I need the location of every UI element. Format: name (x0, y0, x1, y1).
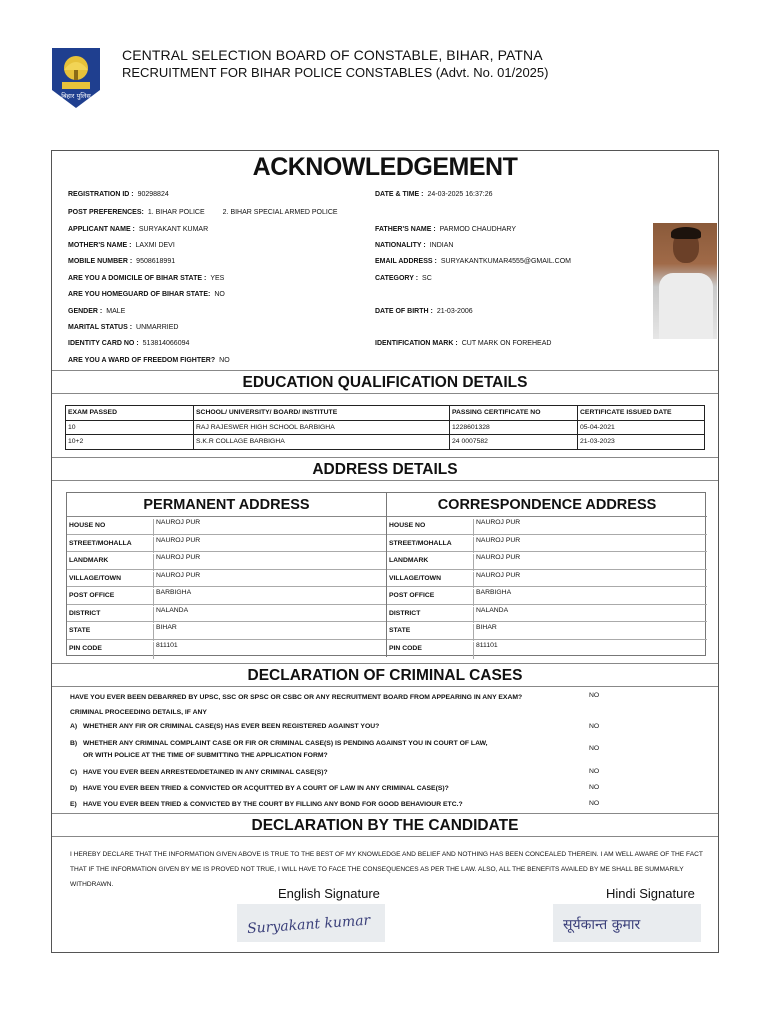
table-cell: 05-04-2021 (578, 420, 705, 435)
table-cell: 10+2 (66, 435, 194, 450)
question-c: C) HAVE YOU EVER BEEN ARRESTED/DETAINED IN ANY CRIMINAL CASE(S)? (70, 769, 328, 776)
hindi-signature-text: सूर्यकान्त कुमार (563, 917, 641, 933)
list-item: STATE BIHAR (67, 622, 386, 640)
question-d: D) HAVE YOU EVER BEEN TRIED & CONVICTED OR ACQUITTED BY A COURT OF LAW IN ANY CRIMINAL CASE(S)? (70, 785, 449, 792)
applicant-photo (653, 223, 717, 339)
permanent-address-title: PERMANENT ADDRESS (67, 493, 386, 517)
criminal-section-title: DECLARATION OF CRIMINAL CASES (52, 663, 718, 687)
list-item: STREET/MOHALLA NAUROJ PUR (67, 535, 386, 553)
list-item: LANDMARK NAUROJ PUR (387, 552, 707, 570)
recruitment-title: RECRUITMENT FOR BIHAR POLICE CONSTABLES (Advt. No. 01/2025) (122, 65, 549, 80)
table-cell: 1228601328 (450, 420, 578, 435)
english-signature-label: English Signature (278, 886, 380, 901)
question-a: A) WHETHER ANY FIR OR CRIMINAL CASE(S) HAS EVER BEEN REGISTERED AGAINST YOU? (70, 723, 380, 730)
education-section-title: EDUCATION QUALIFICATION DETAILS (52, 370, 718, 394)
address-section-title: ADDRESS DETAILS (52, 457, 718, 481)
answer-c: NO (589, 768, 600, 775)
acknowledgement-form (51, 150, 719, 953)
table-header: PASSING CERTIFICATE NO (450, 406, 578, 421)
identification-mark: IDENTIFICATION MARK : CUT MARK ON FOREHEAD (375, 340, 552, 347)
hindi-signature-label: Hindi Signature (606, 886, 695, 901)
address-table (66, 492, 706, 656)
table-cell: 24 0007582 (450, 435, 578, 450)
table-cell: 10 (66, 420, 194, 435)
list-item: HOUSE NO NAUROJ PUR (67, 517, 386, 535)
declaration-text: I HEREBY DECLARE THAT THE INFORMATION GIVEN ABOVE IS TRUE TO THE BEST OF MY KNOWLEDGE AND BELIEF AND NOTHING HAS BEEN CONCEALED THEREIN. I AM WELL AWARE OF THE FACT THAT IF THE INFORMATION GIVEN BY ME IS PROVED NOT TRUE, I WILL HAVE TO FACE THE CONSEQUENCES AS PER THE LAW. ALSO, ALL THE BENEFITS AVAILED BY ME SHALL BE SUMMARILY WITHDRAWN. (70, 851, 703, 888)
homeguard: ARE YOU HOMEGUARD OF BIHAR STATE: NO (68, 291, 225, 298)
date-of-birth: DATE OF BIRTH : 21-03-2006 (375, 308, 473, 315)
answer-a: NO (589, 723, 600, 730)
list-item: STREET/MOHALLA NAUROJ PUR (387, 535, 707, 553)
board-name: CENTRAL SELECTION BOARD OF CONSTABLE, BIHAR, PATNA (122, 47, 543, 63)
education-table (65, 405, 705, 450)
table-header-row (66, 406, 705, 421)
marital-status: MARITAL STATUS : UNMARRIED (68, 324, 179, 331)
date-time: DATE & TIME : 24-03-2025 16:37:26 (375, 191, 493, 198)
table-header: EXAM PASSED (66, 406, 194, 421)
table-cell: S.K.R COLLAGE BARBIGHA (194, 435, 450, 450)
question-e: E) HAVE YOU EVER BEEN TRIED & CONVICTED BY THE COURT BY FILLING ANY BOND FOR GOOD BEHAVIOUR ETC.? (70, 801, 463, 808)
debarred-question: HAVE YOU EVER BEEN DEBARRED BY UPSC, SSC OR SPSC OR CSBC OR ANY RECRUITMENT BOARD FROM APPEARING IN ANY EXAM? (70, 694, 523, 701)
answer-b: NO (589, 745, 600, 752)
list-item: STATE BIHAR (387, 622, 707, 640)
list-item: POST OFFICE BARBIGHA (387, 587, 707, 605)
list-item: DISTRICT NALANDA (67, 605, 386, 623)
list-item: DISTRICT NALANDA (387, 605, 707, 623)
identity-card: IDENTITY CARD NO : 513814066094 (68, 340, 190, 347)
mother-name: MOTHER'S NAME : LAXMI DEVI (68, 242, 175, 249)
page-title: ACKNOWLEDGEMENT (252, 153, 518, 181)
permanent-address (67, 493, 387, 657)
list-item: PIN CODE 811101 (67, 640, 386, 658)
list-item: HOUSE NO NAUROJ PUR (387, 517, 707, 535)
gender: GENDER : MALE (68, 308, 126, 315)
table-cell: 21-03-2023 (578, 435, 705, 450)
category: CATEGORY : SC (375, 275, 432, 282)
email-address: EMAIL ADDRESS : SURYAKANTKUMAR4555@GMAIL.COM (375, 258, 571, 265)
list-item: POST OFFICE BARBIGHA (67, 587, 386, 605)
table-row (66, 420, 705, 435)
answer-e: NO (589, 800, 600, 807)
post-preferences: POST PREFERENCES: 1. BIHAR POLICE 2. BIHAR SPECIAL ARMED POLICE (68, 209, 338, 216)
english-signature-text: Suryakant kumar (246, 912, 371, 938)
list-item: VILLAGE/TOWN NAUROJ PUR (387, 570, 707, 588)
domicile: ARE YOU A DOMICILE OF BIHAR STATE : YES (68, 275, 225, 282)
table-header: CERTIFICATE ISSUED DATE (578, 406, 705, 421)
answer-d: NO (589, 784, 600, 791)
criminal-subheading: CRIMINAL PROCEEDING DETAILS, IF ANY (70, 709, 207, 716)
table-row (66, 435, 705, 450)
english-signature-image (237, 904, 385, 942)
list-item: PIN CODE 811101 (387, 640, 707, 658)
candidate-section-title: DECLARATION BY THE CANDIDATE (52, 813, 718, 837)
registration-id: REGISTRATION ID : 90298824 (68, 191, 169, 198)
logo-text: बिहार पुलिस (61, 92, 91, 100)
nationality: NATIONALITY : INDIAN (375, 242, 454, 249)
list-item: LANDMARK NAUROJ PUR (67, 552, 386, 570)
bihar-police-logo-icon (50, 46, 102, 110)
table-cell: RAJ RAJESWER HIGH SCHOOL BARBIGHA (194, 420, 450, 435)
mobile-number: MOBILE NUMBER : 9508618991 (68, 258, 176, 265)
debarred-answer: NO (589, 692, 600, 699)
hindi-signature-image (553, 904, 701, 942)
applicant-name: APPLICANT NAME : SURYAKANT KUMAR (68, 226, 209, 233)
father-name: FATHER'S NAME : PARMOD CHAUDHARY (375, 226, 517, 233)
table-header: SCHOOL/ UNIVERSITY/ BOARD/ INSTITUTE (194, 406, 450, 421)
question-b-line2: OR WITH POLICE AT THE TIME OF SUBMITTING THE APPLICATION FORM? (83, 752, 328, 759)
correspondence-address (387, 493, 707, 657)
correspondence-address-title: CORRESPONDENCE ADDRESS (387, 493, 707, 517)
list-item: VILLAGE/TOWN NAUROJ PUR (67, 570, 386, 588)
page-header (0, 0, 768, 140)
question-b: B) WHETHER ANY CRIMINAL COMPLAINT CASE OR FIR OR CRIMINAL CASE(S) IS PENDING AGAINST YOU IN COURT OF LAW, (70, 740, 488, 747)
freedom-fighter-ward: ARE YOU A WARD OF FREEDOM FIGHTER? NO (68, 357, 230, 364)
